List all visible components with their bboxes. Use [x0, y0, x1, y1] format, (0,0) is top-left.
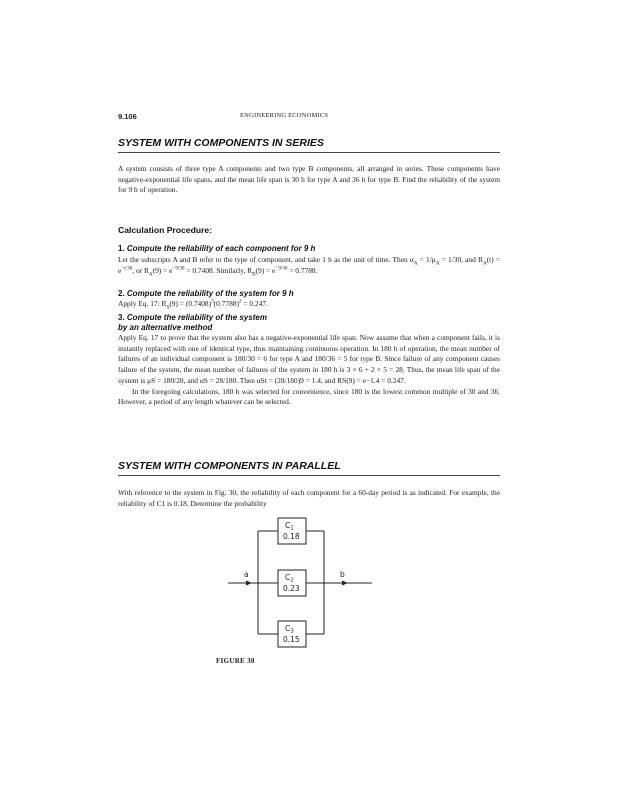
running-title: ENGINEERING ECONOMICS [240, 112, 329, 119]
component-box-c3 [278, 621, 306, 647]
component-c3-name: $C_3$ [285, 624, 294, 635]
problem-text: With reference to the system in Fig. 30, the reliability of each component for a 60-day period is as indicated. For example, the reliability of C1 is 0.18. Determine the probability [118, 488, 500, 508]
step-3-heading [118, 313, 500, 333]
step-1-number: 1. [118, 244, 125, 253]
component-c2-name: $C_2$ [285, 573, 294, 584]
step-1-heading [118, 244, 500, 254]
figure-caption: FIGURE 30 [216, 657, 255, 665]
step-1-body: Let the subscripts A and B refer to the type of component, and take 1 h as the unit of time. Then $\alpha_A = 1/\mu_A = 1/30$, and $R_A(t) = e^{-t/30}$, or $R_A(9) = e^{-9/30} = 0.7408$. Similarly, $R_B(9) = e^{-9/36} = 0.7788$. [118, 255, 501, 278]
component-c3-value: 0.15 [283, 635, 300, 644]
step-2-body: Apply Eq. 17: $R_S(9) = (0.7408)^3(0.7788)^2 = 0.247$. [118, 298, 268, 311]
step-1-title: Compute the reliability of each component for 9 h [126, 244, 316, 253]
step-3-number: 3. [118, 313, 125, 322]
node-b-label: b [340, 570, 345, 579]
problem-text: A system consists of three type A components and two type B components, all arranged in series. These components have negative-exponential life spans, and the mean life span is 30 h for type A and 36 h for type B. Find the reliability of the system for 9 h of operation. [118, 164, 500, 195]
step-3-paragraph-2: In the foregoing calculations, 180 h was selected for convenience, since 180 is the lowest common multiple of 30 and 36. However, a period of any length whatever can be selected. [118, 386, 500, 407]
step-3-title-line-2: by an alternative method [118, 323, 213, 332]
component-c2-value: 0.23 [283, 584, 300, 593]
step-3-title-line-1: Compute the reliability of the system [126, 313, 267, 322]
component-c1-name: $C_1$ [285, 521, 294, 532]
problem-statement-parallel [118, 488, 500, 509]
node-a-label: a [244, 570, 249, 579]
component-box-c1 [278, 518, 306, 544]
section-title-parallel: SYSTEM WITH COMPONENTS IN PARALLEL [118, 460, 341, 472]
step-3-paragraph-1: Apply Eq. 17 to prove that the system also has a negative-exponential life span. Now assume that when a component fails, it is instantly replaced with one of identical type, thus maintaining continuous operation. In 180 h of operation, the mean number of failures of an individual component is 180/30 = 6 for type A and 180/36 = 5 for type B. Since failure of any component causes failure of the system, the mean number of failures of the system in 180 h is 3 × 6 + 2 × 5 = 28. Thus, the mean life span of the system is μS = 180/28, and αS = 28/180. Then αSt = (28/180)9 = 1.4, and RS(9) = e−1.4 = 0.247. [118, 333, 500, 385]
arrow-icon [342, 581, 348, 586]
problem-statement-series [118, 164, 500, 196]
component-c1-value: 0.18 [283, 532, 300, 541]
step-2-number: 2. [118, 289, 125, 298]
arrow-icon [246, 581, 252, 586]
page-number: 9.106 [118, 112, 137, 121]
section-title-series: SYSTEM WITH COMPONENTS IN SERIES [118, 137, 324, 149]
step-3-body [118, 333, 500, 408]
procedure-heading: Calculation Procedure: [118, 225, 213, 235]
section-rule [118, 475, 500, 476]
step-2-heading [118, 289, 500, 299]
component-box-c2 [278, 570, 306, 596]
step-2-title: Compute the reliability of the system for 9 h [126, 289, 294, 298]
section-rule [118, 152, 500, 153]
